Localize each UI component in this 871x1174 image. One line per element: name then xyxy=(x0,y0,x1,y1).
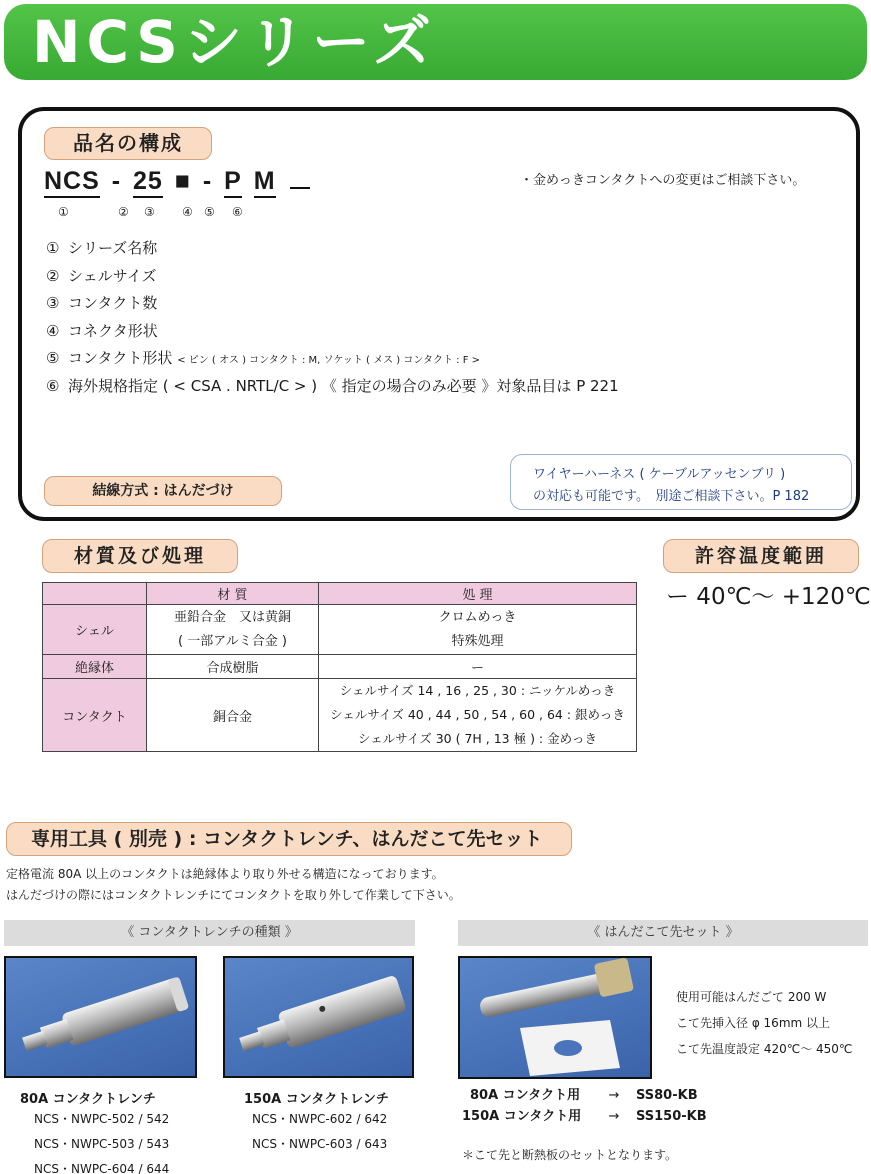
tools-desc-line-1: 定格電流 80A 以上のコンタクトは絶縁体より取り外せる構造になっております。 xyxy=(6,867,444,881)
item-number: ① xyxy=(46,239,60,257)
partno-contacts: ■ xyxy=(174,167,191,195)
table-header-blank xyxy=(43,583,147,605)
partno-index-2: ② xyxy=(118,205,129,219)
solder-section-bar: 《 はんだこて先セット 》 xyxy=(458,920,868,946)
treatment-line: シェルサイズ 30 ( 7H , 13 極 ) : 金めっき xyxy=(358,731,597,746)
kit-label: 80A コンタクト用 xyxy=(470,1088,581,1103)
harness-line-2: の対応も可能です。 別途ご相談下さい。P 182 xyxy=(533,489,810,504)
wrench-80a-title: 80A コンタクトレンチ xyxy=(20,1092,156,1107)
item-text: 海外規格指定 ( < CSA . NRTL/C > ) 《 指定の場合のみ必要 》対象品目は P 221 xyxy=(68,376,619,395)
table-header-material: 材 質 xyxy=(147,583,319,605)
table-row xyxy=(43,679,637,752)
wrench-150a-title: 150A コンタクトレンチ xyxy=(244,1092,389,1107)
partno-shape: P xyxy=(224,167,242,198)
list-item xyxy=(46,373,619,401)
solder-kit-list xyxy=(462,1085,707,1127)
tools-heading: 専用工具 ( 別売 ) : コンタクトレンチ、はんだこて先セット xyxy=(6,822,572,856)
model-line: NCS・NWPC-602 / 642 xyxy=(252,1112,388,1126)
item-number: ④ xyxy=(46,321,60,340)
kit-code: SS80-KB xyxy=(636,1088,698,1103)
treatment-line: シェルサイズ 14 , 16 , 25 , 30 : ニッケルめっき xyxy=(339,683,616,698)
row-treatment xyxy=(319,679,637,752)
wrench-150a-image xyxy=(225,958,414,1078)
tools-description xyxy=(6,864,461,906)
model-line: NCS・NWPC-604 / 644 xyxy=(34,1162,170,1174)
list-item xyxy=(46,318,619,346)
partno-index-4: ④ xyxy=(182,205,193,219)
table-header-row xyxy=(43,583,637,605)
partno-index-5: ⑤ xyxy=(204,205,215,219)
item-number: ③ xyxy=(46,294,60,312)
composition-item-list xyxy=(46,235,619,400)
spec-line: 使用可能はんだごて 200 W xyxy=(676,990,827,1004)
list-item xyxy=(462,1085,707,1106)
material-line: 亜鉛合金 又は黄銅 xyxy=(173,609,291,625)
row-treatment xyxy=(319,605,637,655)
list-item xyxy=(46,345,619,373)
wrench-150a-photo xyxy=(223,956,414,1078)
item-subtext: < ピン ( オス ) コンタクト : M, ソケット ( メス ) コンタクト : F > xyxy=(177,355,481,366)
solder-set-note: ＊こて先と断熱板のセットとなります。 xyxy=(462,1148,678,1162)
harness-line-1: ワイヤーハーネス ( ケーブルアッセンブリ ) xyxy=(533,467,786,482)
temperature-value: ー 40℃〜 +120℃ xyxy=(666,584,871,610)
spec-line: こて先温度設定 420℃〜 450℃ xyxy=(676,1042,853,1056)
spec-line: こて先挿入径 φ 16mm 以上 xyxy=(676,1016,831,1030)
harness-note-box xyxy=(510,454,852,510)
list-item xyxy=(46,290,619,318)
row-material: 銅合金 xyxy=(147,679,319,752)
row-material: 合成樹脂 xyxy=(147,655,319,679)
item-text: コンタクト形状 xyxy=(68,349,173,367)
row-part: コンタクト xyxy=(43,679,147,752)
solder-tip-image xyxy=(460,958,652,1079)
wrench-80a-photo xyxy=(4,956,197,1078)
partno-dash-1: - xyxy=(111,167,122,195)
table-row xyxy=(43,605,637,655)
list-item xyxy=(46,263,619,291)
series-title: NCSシリーズ xyxy=(32,8,438,76)
item-text: シリーズ名称 xyxy=(68,239,158,257)
partno-dash-2: - xyxy=(202,167,213,195)
partno-series: NCS xyxy=(44,167,100,198)
partno-index-1: ① xyxy=(58,205,69,219)
row-part: シェル xyxy=(43,605,147,655)
composition-heading: 品名の構成 xyxy=(44,127,212,160)
item-number: ⑥ xyxy=(46,376,60,395)
row-treatment: ー xyxy=(319,655,637,679)
model-line: NCS・NWPC-603 / 643 xyxy=(252,1137,388,1151)
table-header-treatment: 処 理 xyxy=(319,583,637,605)
kit-code: SS150-KB xyxy=(636,1109,707,1124)
treatment-line: 特殊処理 xyxy=(451,633,504,649)
wrench-150a-models xyxy=(252,1107,387,1157)
partno-shell: 25 xyxy=(133,167,163,198)
gold-contact-note: ・金めっきコンタクトへの変更はご相談下さい。 xyxy=(520,173,806,188)
composition-frame xyxy=(18,107,860,521)
temperature-heading: 許容温度範囲 xyxy=(663,539,859,573)
material-line: ( 一部アルミ合金 ) xyxy=(178,633,287,649)
wiring-method-badge: 結線方式 : はんだづけ xyxy=(44,476,282,506)
wrench-80a-image xyxy=(6,958,197,1078)
arrow-icon: → xyxy=(608,1109,620,1124)
item-number: ② xyxy=(46,266,60,285)
item-text: コンタクト数 xyxy=(68,294,158,312)
materials-heading: 材質及び処理 xyxy=(42,539,238,573)
treatment-line: クロムめっき xyxy=(438,609,517,625)
partno-index-6: ⑥ xyxy=(232,205,243,219)
row-material xyxy=(147,605,319,655)
table-row xyxy=(43,655,637,679)
treatment-line: シェルサイズ 40 , 44 , 50 , 54 , 60 , 64 : 銀めっき xyxy=(330,707,625,722)
partno-index-3: ③ xyxy=(144,205,155,219)
materials-table xyxy=(42,582,637,752)
tools-desc-line-2: はんだづけの際にはコンタクトレンチにてコンタクトを取り外して作業して下さい。 xyxy=(6,888,461,902)
partno-contact-type: M xyxy=(254,167,276,198)
list-item xyxy=(46,235,619,263)
wrench-80a-models xyxy=(34,1107,169,1174)
model-line: NCS・NWPC-502 / 542 xyxy=(34,1112,170,1126)
partno-standard xyxy=(290,167,310,189)
list-item xyxy=(462,1106,707,1127)
item-text: コネクタ形状 xyxy=(68,321,158,340)
solder-spec-list xyxy=(676,984,852,1062)
arrow-icon: → xyxy=(608,1088,620,1103)
solder-tip-photo xyxy=(458,956,652,1079)
item-text: シェルサイズ xyxy=(68,266,157,285)
item-number: ⑤ xyxy=(46,349,60,367)
part-number-format xyxy=(44,167,310,198)
series-banner xyxy=(4,4,867,80)
kit-label: 150A コンタクト用 xyxy=(462,1109,582,1124)
row-part: 絶縁体 xyxy=(43,655,147,679)
wrench-section-bar: 《 コンタクトレンチの種類 》 xyxy=(4,920,415,946)
model-line: NCS・NWPC-503 / 543 xyxy=(34,1137,170,1151)
